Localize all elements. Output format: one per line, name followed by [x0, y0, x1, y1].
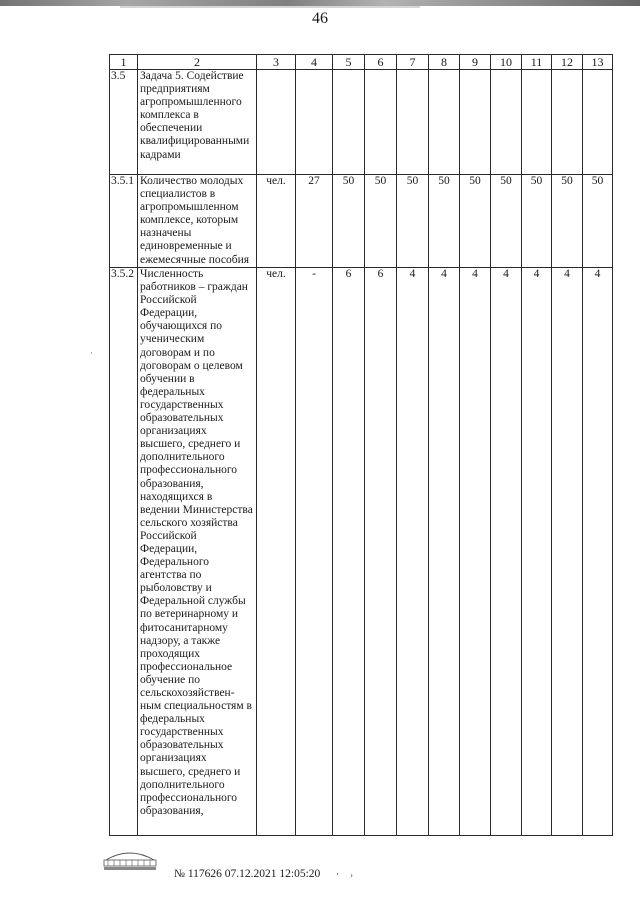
row-unit: чел. [257, 175, 296, 268]
value-cell: 50 [583, 175, 613, 268]
table-row [110, 70, 613, 175]
registration-number: № 117626 07.12.2021 12:05:20 [174, 868, 321, 880]
value-cell: 50 [365, 175, 397, 268]
header-cell: 7 [397, 55, 429, 70]
value-cell: 6 [333, 268, 365, 836]
row-code: 3.5 [110, 70, 138, 175]
row-description: Численность работников – граждан Российской Федерации, обучающихся по ученическим договорам и по договорам о целевом обучении в федеральных государственных образовательных организациях высшего, среднего и дополнительного профессионального образования, находящихся в ведении Министерства сельского хозяйства Российской Федерации, Федерального агентства по рыболовству и Федеральной службы по ветеринарному и фитосанитарному надзору, а также проходящих профессиональное обучение по сельскохозяйствен-ным специальностям в федеральных государственных образовательных организациях высшего, среднего и дополнительного профессионального образования, [138, 268, 257, 836]
printing-house-stamp-icon [100, 848, 160, 872]
value-cell: 50 [522, 175, 552, 268]
value-cell: 50 [397, 175, 429, 268]
value-cell: 4 [429, 268, 460, 836]
value-cell [296, 70, 333, 175]
row-description: Количество молодых специалистов в агропромышленном комплексе, которым назначены единовременные и ежемесячные пособия [138, 175, 257, 268]
header-cell: 12 [552, 55, 583, 70]
value-cell: 4 [522, 268, 552, 836]
value-cell: 4 [397, 268, 429, 836]
header-cell: 6 [365, 55, 397, 70]
value-cell: 50 [460, 175, 491, 268]
value-cell [397, 70, 429, 175]
value-cell: 4 [583, 268, 613, 836]
value-cell: 27 [296, 175, 333, 268]
table-row [110, 175, 613, 268]
value-cell: 4 [552, 268, 583, 836]
value-cell [522, 70, 552, 175]
header-cell: 3 [257, 55, 296, 70]
value-cell: - [296, 268, 333, 836]
value-cell [460, 70, 491, 175]
header-cell: 2 [138, 55, 257, 70]
value-cell [333, 70, 365, 175]
scan-speck: · [90, 348, 93, 358]
value-cell: 50 [333, 175, 365, 268]
header-cell: 4 [296, 55, 333, 70]
value-cell [365, 70, 397, 175]
value-cell: 50 [552, 175, 583, 268]
row-code: 3.5.2 [110, 268, 138, 836]
table-header-row [110, 55, 613, 70]
header-cell: 10 [491, 55, 522, 70]
header-cell: 5 [333, 55, 365, 70]
value-cell: 4 [460, 268, 491, 836]
header-cell: 8 [429, 55, 460, 70]
value-cell [491, 70, 522, 175]
page-number: 46 [312, 10, 328, 27]
row-description: Задача 5. Содействие предприятиям агропромышленного комплекса в обеспечении квалифицированными кадрами [138, 70, 257, 175]
value-cell: 50 [429, 175, 460, 268]
row-unit: чел. [257, 268, 296, 836]
indicators-table [109, 54, 613, 836]
row-code: 3.5.1 [110, 175, 138, 268]
value-cell [552, 70, 583, 175]
value-cell: 50 [491, 175, 522, 268]
value-cell: 6 [365, 268, 397, 836]
scan-edge-shadow [120, 6, 420, 8]
header-cell: 11 [522, 55, 552, 70]
row-unit [257, 70, 296, 175]
header-cell: 1 [110, 55, 138, 70]
value-cell [583, 70, 613, 175]
header-cell: 9 [460, 55, 491, 70]
header-cell: 13 [583, 55, 613, 70]
table-row [110, 268, 613, 836]
scan-speck: ‚ [336, 866, 339, 876]
scan-speck: › [350, 870, 353, 880]
value-cell [429, 70, 460, 175]
value-cell: 4 [491, 268, 522, 836]
